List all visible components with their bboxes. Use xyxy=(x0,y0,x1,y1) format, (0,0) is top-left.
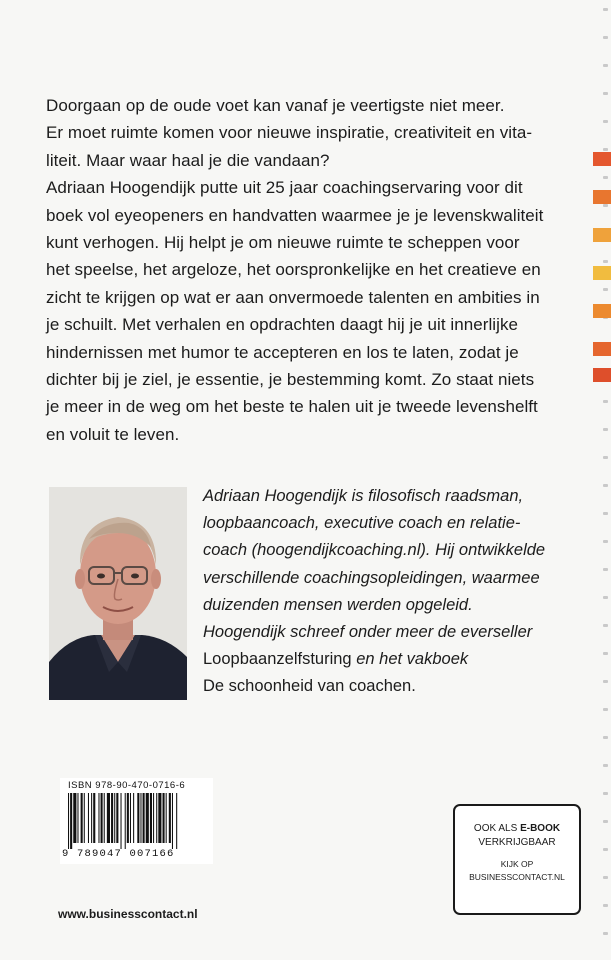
color-tab xyxy=(593,152,611,166)
barcode-bar xyxy=(93,793,95,843)
spine-dot xyxy=(603,680,608,683)
barcode-bar xyxy=(140,793,141,843)
ebook-line-2: VERKRIJGBAAR xyxy=(478,837,556,848)
color-tab xyxy=(593,266,611,280)
spine-dot xyxy=(603,792,608,795)
spine-dot xyxy=(603,596,608,599)
ebook-line-1-prefix: OOK ALS xyxy=(473,823,521,834)
color-tab xyxy=(593,228,611,242)
barcode-bar xyxy=(150,793,152,843)
barcode-bar xyxy=(169,793,171,843)
barcode-bar xyxy=(130,793,131,843)
ebook-line-1-bold: E-BOOK xyxy=(520,823,561,834)
barcode-bar xyxy=(166,793,167,843)
spine-dot xyxy=(603,764,608,767)
spine-dot xyxy=(603,176,608,179)
barcode-bar xyxy=(70,793,72,849)
spine-dot xyxy=(603,932,608,935)
barcode-bar xyxy=(156,793,157,843)
barcode-bar xyxy=(107,793,110,843)
spine-dot xyxy=(603,400,608,403)
ebook-line-1 xyxy=(455,823,579,834)
spine-dot xyxy=(603,64,608,67)
author-bio xyxy=(203,483,583,701)
barcode-bar xyxy=(116,793,118,843)
barcode-bar xyxy=(143,793,145,843)
book-blurb xyxy=(46,92,586,448)
barcode-bar xyxy=(176,793,177,849)
bio-title-loopbaanzelfsturing: Loopbaanzelfsturing xyxy=(203,650,352,669)
spine-edge-marks xyxy=(597,0,611,960)
barcode-bar xyxy=(73,793,76,843)
spine-dot xyxy=(603,848,608,851)
spine-dot xyxy=(603,624,608,627)
isbn-label: ISBN 978-90-470-0716-6 xyxy=(68,780,186,791)
spine-dot xyxy=(603,260,608,263)
spine-dot xyxy=(603,736,608,739)
spine-dot xyxy=(603,8,608,11)
spine-dot xyxy=(603,904,608,907)
spine-dot xyxy=(603,708,608,711)
barcode-bar xyxy=(133,793,134,843)
barcode-bar xyxy=(77,793,78,843)
ebook-line-4[interactable]: BUSINESSCONTACT.NL xyxy=(469,872,565,882)
bio-title-schoonheid: De schoonheid van coachen. xyxy=(203,677,416,696)
spine-dot xyxy=(603,652,608,655)
spine-dot xyxy=(603,92,608,95)
spine-dot xyxy=(603,120,608,123)
author-photo xyxy=(49,487,187,700)
barcode-digits: 9 789047 007166 xyxy=(62,848,175,860)
publisher-website[interactable]: www.businesscontact.nl xyxy=(58,907,198,921)
barcode-bar xyxy=(88,793,89,843)
barcode-bar xyxy=(125,793,126,849)
barcode-bar xyxy=(81,793,83,843)
spine-dot xyxy=(603,36,608,39)
bio-text: Adriaan Hoogendijk is filosofisch raadsman, loopbaancoach, executive coach en relatie- coach (hoogendijkcoaching.nl). Hij ontwikkelde verschillende coachingsopleidingen, waarmee duizenden mensen werden opgeleid. Hoogendijk schreef onder meer de everseller xyxy=(203,487,546,642)
spine-dot xyxy=(603,428,608,431)
spine-dot xyxy=(603,148,608,151)
color-tab xyxy=(593,368,611,382)
spine-dot xyxy=(603,568,608,571)
barcode-bar xyxy=(104,793,105,843)
barcode-bar xyxy=(101,793,103,843)
barcode-bar xyxy=(111,793,113,843)
barcode-bar xyxy=(153,793,154,843)
color-tab xyxy=(593,304,611,318)
spine-dot xyxy=(603,512,608,515)
spine-dot xyxy=(603,204,608,207)
spine-dot xyxy=(603,876,608,879)
spine-dot xyxy=(603,456,608,459)
barcode-bar xyxy=(114,793,115,843)
color-tab xyxy=(593,342,611,356)
author-portrait-image xyxy=(49,487,187,700)
barcode-bar xyxy=(68,793,69,849)
spine-dot xyxy=(603,820,608,823)
blurb-paragraph: Doorgaan op de oude voet kan vanaf je veertigste niet meer. Er moet ruimte komen voor nieuwe inspiratie, creativiteit en vita- liteit. Maar waar haal je die vandaan? Adriaan Hoogendijk putte uit 25 jaar coachingservaring voor dit boek vol eyeopeners en handvatten waarmee je je levenskwaliteit kunt verhogen. Hij helpt je om nieuwe ruimte te scheppen voor het speelse, het argeloze, het oorspronkelijke en het creatieve en zicht te krijgen op wat er aan onvermoede talenten en ambities in je schuilt. Met verhalen en opdrachten daagt hij je uit innerlijke hindernissen met humor te accepteren en los te laten, zodat je dichter bij je ziel, je essentie, je bestemming komt. Zo staat niets je meer in de weg om het beste te halen uit je tweede levenshelft en voluit te leven. xyxy=(46,96,544,444)
bio-connector: en het vakboek xyxy=(351,650,469,669)
barcode-bar xyxy=(127,793,129,843)
barcode-bar xyxy=(91,793,92,843)
barcode-bar xyxy=(163,793,165,843)
spine-dot xyxy=(603,540,608,543)
ebook-badge xyxy=(453,804,581,915)
barcode-bar xyxy=(137,793,139,843)
barcode-bar xyxy=(172,793,173,849)
spine-dot xyxy=(603,484,608,487)
barcode-bar xyxy=(98,793,99,843)
ebook-line-3: KIJK OP xyxy=(500,859,534,869)
color-tab xyxy=(593,190,611,204)
barcode-bar xyxy=(158,793,161,843)
spine-dot xyxy=(603,288,608,291)
barcode-bar xyxy=(146,793,149,843)
barcode-bar xyxy=(121,793,122,849)
barcode-bar xyxy=(84,793,85,843)
